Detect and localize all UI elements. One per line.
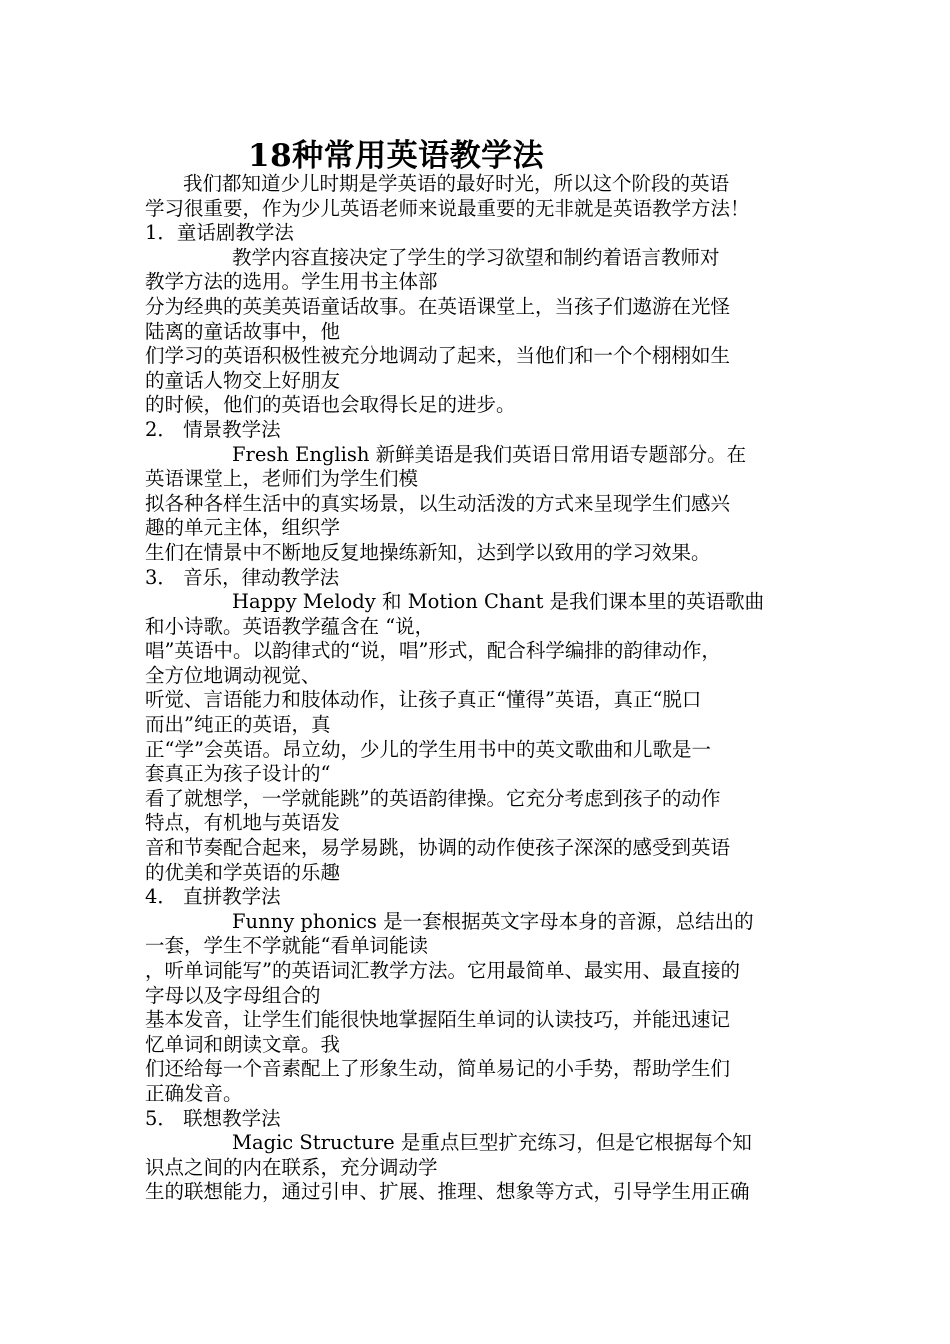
section-heading: 2． 情景教学法 — [145, 417, 281, 441]
paragraph-line: Magic Structure 是重点巨型扩充练习，但是它根据每个知 — [232, 1131, 752, 1155]
section-heading: 1．童话剧教学法 — [145, 221, 294, 245]
paragraph-line: 学习很重要，作为少儿英语老师来说最重要的无非就是英语教学方法！ — [145, 196, 750, 220]
paragraph-line: 看了就想学，一学就能跳”的英语韵律操。它充分考虑到孩子的动作 — [145, 786, 721, 810]
paragraph-line: 英语课堂上，老师们为学生们模 — [145, 467, 419, 491]
paragraph-line: 趣的单元主体，组织学 — [145, 516, 341, 540]
paragraph-line: 生的联想能力，通过引申、扩展、推理、想象等方式，引导学生用正确 — [145, 1180, 750, 1204]
paragraph-line: ，听单词能写”的英语词汇教学方法。它用最简单、最实用、最直接的 — [145, 959, 740, 982]
paragraph-line: 正确发音。 — [145, 1081, 243, 1105]
paragraph-line: 教学方法的选用。学生用书主体部 — [145, 270, 438, 294]
paragraph-line: 基本发音，让学生们能很快地掌握陌生单词的认读技巧，并能迅速记 — [145, 1008, 731, 1032]
paragraph-line: 字母以及字母组合的 — [145, 983, 321, 1007]
paragraph-line: 而出”纯正的英语，真 — [145, 713, 331, 737]
paragraph-line: 教学内容直接决定了学生的学习欲望和制约着语言教师对 — [232, 245, 720, 269]
paragraph-line: 和小诗歌。英语教学蕴含在 “说， — [145, 614, 435, 638]
paragraph-line: Funny phonics 是一套根据英文字母本身的音源，总结出的 — [232, 909, 754, 933]
paragraph-line: 套真正为孩子设计的“ — [145, 762, 331, 786]
paragraph-line: 分为经典的英美英语童话故事。在英语课堂上，当孩子们遨游在光怪 — [145, 294, 731, 318]
section-heading: 5． 联想教学法 — [145, 1106, 281, 1130]
section-heading: 4． 直拼教学法 — [145, 885, 281, 909]
paragraph-line: 的童话人物交上好朋友 — [145, 368, 341, 392]
paragraph-line: Fresh English 新鲜美语是我们英语日常用语专题部分。在 — [232, 442, 747, 466]
document-title: 18种常用英语教学法 — [248, 138, 545, 174]
paragraph-line: Happy Melody 和 Motion Chant 是我们课本里的英语歌曲 — [232, 590, 765, 614]
paragraph-line: 特点，有机地与英语发 — [145, 811, 341, 835]
paragraph-line: 忆单词和朗读文章。我 — [145, 1032, 341, 1056]
paragraph-line: 识点之间的内在联系，充分调动学 — [145, 1155, 438, 1179]
document-body — [145, 172, 815, 1205]
paragraph-line: 们学习的英语积极性被充分地调动了起来，当他们和一个个栩栩如生 — [145, 344, 731, 368]
paragraph-line: 的时候，他们的英语也会取得长足的进步。 — [145, 393, 516, 417]
paragraph-line: 生们在情景中不断地反复地操练新知，达到学以致用的学习效果。 — [145, 540, 711, 564]
paragraph-line: 陆离的童话故事中，他 — [145, 319, 341, 343]
paragraph-line: 拟各种各样生活中的真实场景，以生动活泼的方式来呈现学生们感兴 — [145, 491, 731, 515]
paragraph-line: 正“学”会英语。昂立幼，少儿的学生用书中的英文歌曲和儿歌是一 — [145, 737, 711, 761]
section-heading: 3． 音乐，律动教学法 — [145, 565, 340, 589]
paragraph-line: 音和节奏配合起来，易学易跳，协调的动作使孩子深深的感受到英语 — [145, 836, 731, 860]
paragraph-line: 全方位地调动视觉、 — [145, 663, 321, 687]
paragraph-line: 们还给每一个音素配上了形象生动，简单易记的小手势，帮助学生们 — [145, 1057, 731, 1081]
paragraph-line: 听觉、言语能力和肢体动作，让孩子真正“懂得”英语，真正“脱口 — [145, 688, 702, 712]
paragraph-line: 的优美和学英语的乐趣 — [145, 860, 341, 884]
paragraph-line: 一套，学生不学就能“看单词能读 — [145, 934, 428, 958]
paragraph-line: 我们都知道少儿时期是学英语的最好时光，所以这个阶段的英语 — [183, 172, 730, 195]
paragraph-line: 唱”英语中。以韵律式的“说，唱”形式，配合科学编排的韵律动作， — [145, 639, 721, 663]
